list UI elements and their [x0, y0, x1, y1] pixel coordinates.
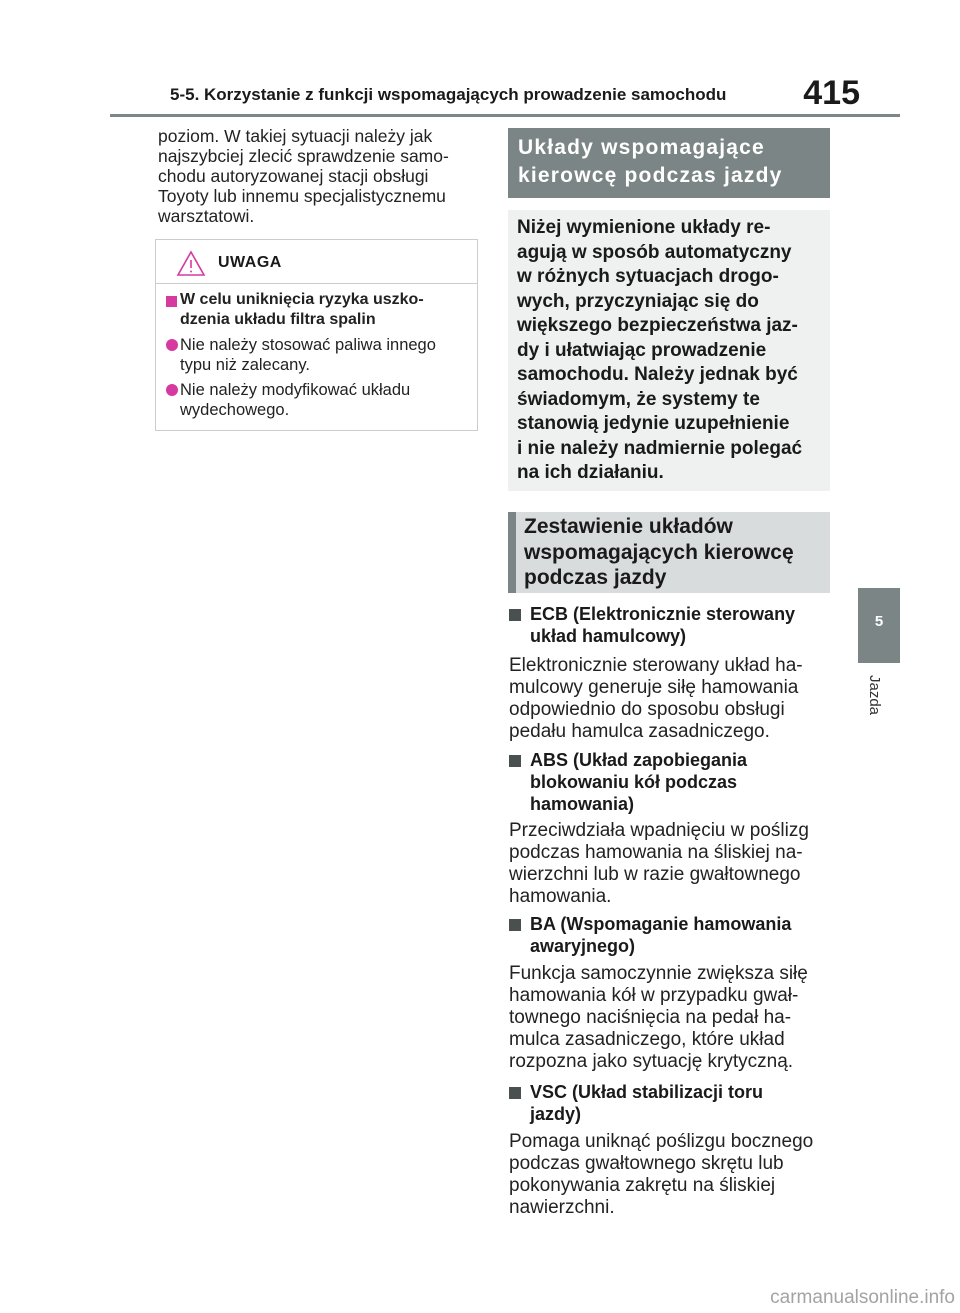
warning-heading-square-icon: [166, 296, 177, 307]
system-description-abs: [509, 820, 831, 908]
section-title: [518, 134, 818, 190]
intro-box-line: i nie należy nadmiernie polegać: [517, 437, 803, 459]
intro-box-line: samochodu. Należy jednak być: [517, 364, 798, 385]
subsection-title-line: Zestawienie układów: [524, 515, 733, 538]
system-description-line: Pomaga uniknąć poślizgu bocznego: [509, 1131, 814, 1152]
intro-box-line: świadomym, że systemy te: [517, 388, 760, 410]
system-heading-line: blokowaniu kół podczas: [530, 772, 738, 792]
intro-line: chodu autoryzowanej stacji obsługi: [158, 166, 429, 186]
system-description-line: mulcowy generuje siłę hamowania: [509, 677, 799, 698]
intro-box-line: większego bezpieczeństwa jaz-: [517, 315, 798, 336]
warning-item-line: wydechowego.: [180, 401, 290, 419]
warning-triangle-icon: [176, 250, 206, 277]
warning-heading-line: W celu uniknięcia ryzyka uszko-: [180, 291, 424, 308]
system-description-line: podczas gwałtownego skrętu lub: [509, 1153, 784, 1174]
system-description-vsc: [509, 1131, 831, 1219]
intro-box-line: dy i ułatwiając prowadzenie: [517, 339, 767, 361]
warning-item-line: Nie należy stosować paliwa innego: [180, 336, 436, 354]
system-description-line: pokonywania zakrętu na śliskiej: [509, 1175, 776, 1196]
system-heading-line: jazdy): [530, 1104, 582, 1124]
warning-heading: [180, 290, 470, 330]
system-description-line: Funkcja samoczynnie zwiększa siłę: [509, 963, 808, 984]
system-heading-line: VSC (Układ stabilizacji toru: [530, 1082, 764, 1102]
intro-box-line: na ich działaniu.: [517, 462, 664, 483]
warning-label: UWAGA: [218, 254, 282, 271]
warning-heading-line: dzenia układu filtra spalin: [180, 311, 376, 328]
system-description-line: hamowania kół w przypadku gwał-: [509, 985, 799, 1006]
intro-box-text: [517, 216, 822, 486]
section-title-line: Układy wspomagające: [518, 136, 765, 159]
section-title-line: kierowcę podczas jazdy: [518, 164, 783, 187]
system-description-line: Przeciwdziała wpadnięciu w poślizg: [509, 820, 809, 841]
system-description-ecb: [509, 655, 831, 743]
system-description-line: Elektronicznie sterowany układ ha-: [509, 655, 803, 676]
subsection-title-line: podczas jazdy: [524, 566, 667, 589]
system-description-ba: [509, 963, 831, 1073]
intro-box-line: w różnych sytuacjach drogo-: [517, 266, 779, 287]
system-heading-vsc: [530, 1081, 830, 1125]
system-heading-ba: [530, 913, 830, 957]
warning-item-line: Nie należy modyfikować układu: [180, 381, 411, 399]
intro-line: najszybciej zlecić sprawdzenie samo-: [158, 146, 449, 166]
warning-item-line: typu niż zalecany.: [180, 356, 310, 374]
intro-paragraph: [158, 126, 483, 226]
header-rule: [110, 114, 900, 117]
warning-divider: [156, 283, 477, 284]
system-description-line: hamowania.: [509, 886, 612, 907]
intro-line: poziom. W takiej sytuacji należy jak: [158, 126, 433, 146]
system-square-icon: [509, 609, 521, 621]
intro-box-line: stanowią jedynie uzupełnienie: [517, 413, 790, 434]
system-heading-line: awaryjnego): [530, 936, 636, 956]
bullet-dot-icon: [166, 339, 178, 351]
system-heading-line: ECB (Elektronicznie sterowany: [530, 604, 796, 624]
warning-item: [180, 335, 475, 375]
watermark: carmanualsonline.info: [770, 1287, 955, 1308]
system-heading-line: BA (Wspomaganie hamowania: [530, 914, 792, 934]
intro-line: Toyoty lub innemu specjalistycznemu: [158, 186, 446, 206]
chapter-tab-label: Jazda: [866, 675, 883, 716]
system-description-line: nawierzchni.: [509, 1197, 615, 1218]
system-heading-ecb: [530, 603, 830, 647]
intro-line: warsztatowi.: [158, 206, 255, 226]
system-square-icon: [509, 1087, 521, 1099]
system-square-icon: [509, 919, 521, 931]
system-description-line: mulca zasadniczego, które układ: [509, 1029, 785, 1050]
subsection-title: [524, 514, 824, 591]
subsection-title-line: wspomagających kierowcę: [524, 540, 794, 564]
system-description-line: townego naciśnięcia na pedał ha-: [509, 1007, 792, 1028]
intro-box-line: wych, przyczyniając się do: [517, 290, 759, 312]
system-heading-line: ABS (Układ zapobiegania: [530, 750, 748, 770]
bullet-dot-icon: [166, 384, 178, 396]
system-description-line: rozpozna jako sytuację krytyczną.: [509, 1051, 794, 1072]
system-description-line: wierzchni lub w razie gwałtownego: [509, 864, 801, 885]
system-description-line: odpowiednio do sposobu obsługi: [509, 699, 785, 720]
chapter-tab-number: 5: [874, 613, 884, 630]
system-heading-line: hamowania): [530, 794, 635, 814]
system-description-line: pedału hamulca zasadniczego.: [509, 721, 770, 742]
subsection-accent-bar: [508, 512, 516, 593]
system-square-icon: [509, 755, 521, 767]
intro-box-line: Niżej wymienione układy re-: [517, 217, 771, 238]
system-heading-line: układ hamulcowy): [530, 626, 687, 646]
system-heading-abs: [530, 749, 830, 815]
system-description-line: podczas hamowania na śliskiej na-: [509, 842, 803, 863]
warning-item: [180, 380, 475, 420]
page-number: 415: [803, 74, 860, 112]
header-title: 5-5. Korzystanie z funkcji wspomagających prowadzenie samochodu: [170, 85, 727, 104]
intro-box-line: agują w sposób automatyczny: [517, 241, 792, 263]
